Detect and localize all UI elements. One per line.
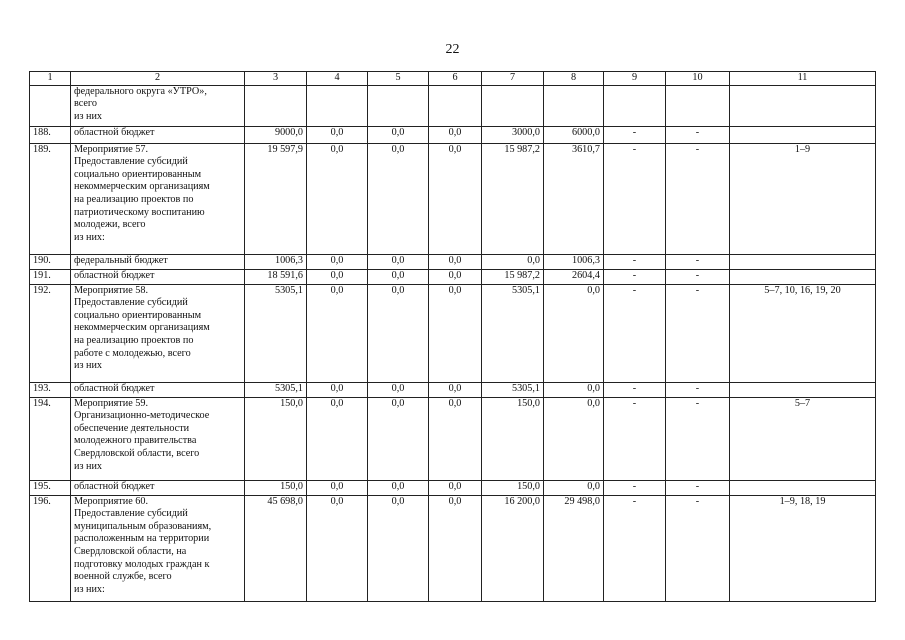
table-cell — [30, 85, 71, 126]
table-cell: 5305,1 — [245, 382, 307, 397]
table-cell: 0,0 — [307, 143, 368, 254]
table-cell: 1–9, 18, 19 — [730, 495, 876, 601]
table-cell: 190. — [30, 254, 71, 269]
table-cell: Мероприятие 58. Предоставление субсидий социально ориентированным некоммерческим организациям на реализацию проектов по работе с молодежью, всего из них — [71, 284, 245, 382]
table-cell: областной бюджет — [71, 126, 245, 143]
table-cell: 9000,0 — [245, 126, 307, 143]
table-cell: 0,0 — [368, 269, 429, 284]
table-row — [30, 284, 876, 382]
col-header: 7 — [482, 72, 544, 86]
table-cell: 192. — [30, 284, 71, 382]
table-cell: - — [666, 254, 730, 269]
table-cell: - — [666, 269, 730, 284]
table-cell: 150,0 — [482, 397, 544, 480]
table-row — [30, 269, 876, 284]
table-cell: федерального округа «УТРО», всего из них — [71, 85, 245, 126]
table-cell: 19 597,9 — [245, 143, 307, 254]
table-cell: - — [604, 382, 666, 397]
table-cell: - — [604, 143, 666, 254]
table-cell: - — [604, 284, 666, 382]
table-cell: областной бюджет — [71, 382, 245, 397]
table-cell: - — [666, 397, 730, 480]
table-cell: 0,0 — [429, 480, 482, 495]
table-cell: 188. — [30, 126, 71, 143]
table-cell: 0,0 — [307, 397, 368, 480]
col-header: 3 — [245, 72, 307, 86]
table-cell: 1006,3 — [245, 254, 307, 269]
table-cell: 45 698,0 — [245, 495, 307, 601]
table-cell: 5305,1 — [482, 284, 544, 382]
table-cell: 0,0 — [368, 480, 429, 495]
table-cell: областной бюджет — [71, 269, 245, 284]
table-cell: 150,0 — [482, 480, 544, 495]
table-cell: 5–7, 10, 16, 19, 20 — [730, 284, 876, 382]
table-cell: 0,0 — [429, 143, 482, 254]
table-cell: 0,0 — [544, 284, 604, 382]
table-cell: 189. — [30, 143, 71, 254]
table-row — [30, 382, 876, 397]
table-cell — [666, 85, 730, 126]
table-cell: федеральный бюджет — [71, 254, 245, 269]
table-cell — [730, 480, 876, 495]
budget-table — [29, 71, 876, 602]
table-cell: Мероприятие 60. Предоставление субсидий муниципальным образованиям, расположенным на территории Свердловской области, на подготовку молодых граждан к военной службе, всего из них: — [71, 495, 245, 601]
table-cell: - — [604, 480, 666, 495]
table-cell: 1–9 — [730, 143, 876, 254]
table-cell: - — [666, 143, 730, 254]
col-header: 1 — [30, 72, 71, 86]
table-cell: - — [604, 269, 666, 284]
table-cell: 0,0 — [429, 269, 482, 284]
table-cell: 3000,0 — [482, 126, 544, 143]
header-row — [30, 72, 876, 86]
table-cell: 0,0 — [429, 397, 482, 480]
col-header: 9 — [604, 72, 666, 86]
table-row — [30, 143, 876, 254]
table-row — [30, 85, 876, 126]
table-cell: 0,0 — [307, 495, 368, 601]
table-cell: - — [666, 495, 730, 601]
table-cell: 0,0 — [368, 495, 429, 601]
table-cell: 0,0 — [482, 254, 544, 269]
col-header: 8 — [544, 72, 604, 86]
table-cell: 0,0 — [429, 126, 482, 143]
table-cell: 193. — [30, 382, 71, 397]
page-number: 22 — [445, 42, 460, 57]
table-cell: 16 200,0 — [482, 495, 544, 601]
table-cell — [482, 85, 544, 126]
table-cell — [730, 126, 876, 143]
table-cell: 150,0 — [245, 397, 307, 480]
col-header: 6 — [429, 72, 482, 86]
table-cell: 194. — [30, 397, 71, 480]
table-cell: 0,0 — [429, 284, 482, 382]
table-cell: 0,0 — [307, 254, 368, 269]
table-cell: 0,0 — [368, 284, 429, 382]
col-header: 2 — [71, 72, 245, 86]
col-header: 4 — [307, 72, 368, 86]
table-cell: 5–7 — [730, 397, 876, 480]
table-cell: 18 591,6 — [245, 269, 307, 284]
table-cell: 195. — [30, 480, 71, 495]
table-cell: 6000,0 — [544, 126, 604, 143]
table-cell: 5305,1 — [482, 382, 544, 397]
table-cell: 0,0 — [368, 397, 429, 480]
table-cell — [730, 85, 876, 126]
table-cell — [429, 85, 482, 126]
table-cell: 2604,4 — [544, 269, 604, 284]
table-cell — [730, 382, 876, 397]
table-cell: 150,0 — [245, 480, 307, 495]
table-cell: - — [666, 284, 730, 382]
table-cell — [368, 85, 429, 126]
table-cell: 15 987,2 — [482, 269, 544, 284]
table-cell: 1006,3 — [544, 254, 604, 269]
table-cell: областной бюджет — [71, 480, 245, 495]
table-cell: 0,0 — [307, 269, 368, 284]
table-cell: 0,0 — [368, 382, 429, 397]
table-cell — [604, 85, 666, 126]
table-cell: 0,0 — [429, 382, 482, 397]
table-cell: - — [604, 397, 666, 480]
table-cell: - — [666, 480, 730, 495]
table-cell: 3610,7 — [544, 143, 604, 254]
table-cell: 15 987,2 — [482, 143, 544, 254]
table-cell: 0,0 — [544, 480, 604, 495]
table-cell: Мероприятие 57. Предоставление субсидий социально ориентированным некоммерческим организациям на реализацию проектов по патриотическому воспитанию молодежи, всего из них: — [71, 143, 245, 254]
table-cell: 191. — [30, 269, 71, 284]
col-header: 11 — [730, 72, 876, 86]
table-cell: - — [604, 126, 666, 143]
table-cell: 0,0 — [429, 495, 482, 601]
table-cell: Мероприятие 59. Организационно-методическое обеспечение деятельности молодежного правительства Свердловской области, всего из них — [71, 397, 245, 480]
table-cell: 29 498,0 — [544, 495, 604, 601]
table-row — [30, 397, 876, 480]
table-cell: 0,0 — [544, 397, 604, 480]
table-cell: 5305,1 — [245, 284, 307, 382]
table-cell — [544, 85, 604, 126]
col-header: 10 — [666, 72, 730, 86]
table-cell — [730, 254, 876, 269]
table-cell: 0,0 — [307, 126, 368, 143]
table-cell — [307, 85, 368, 126]
table-cell: - — [604, 495, 666, 601]
table-cell: 196. — [30, 495, 71, 601]
table-row — [30, 495, 876, 601]
table-cell — [245, 85, 307, 126]
table-cell: - — [666, 126, 730, 143]
table-cell: - — [666, 382, 730, 397]
table-cell: 0,0 — [307, 480, 368, 495]
table-cell: 0,0 — [307, 382, 368, 397]
table-cell: 0,0 — [368, 126, 429, 143]
table-cell: 0,0 — [368, 254, 429, 269]
table-cell: 0,0 — [307, 284, 368, 382]
table-cell — [730, 269, 876, 284]
table-row — [30, 480, 876, 495]
table-cell: 0,0 — [544, 382, 604, 397]
table-row — [30, 254, 876, 269]
col-header: 5 — [368, 72, 429, 86]
table-row — [30, 126, 876, 143]
table-cell: - — [604, 254, 666, 269]
table-cell: 0,0 — [429, 254, 482, 269]
table-cell: 0,0 — [368, 143, 429, 254]
